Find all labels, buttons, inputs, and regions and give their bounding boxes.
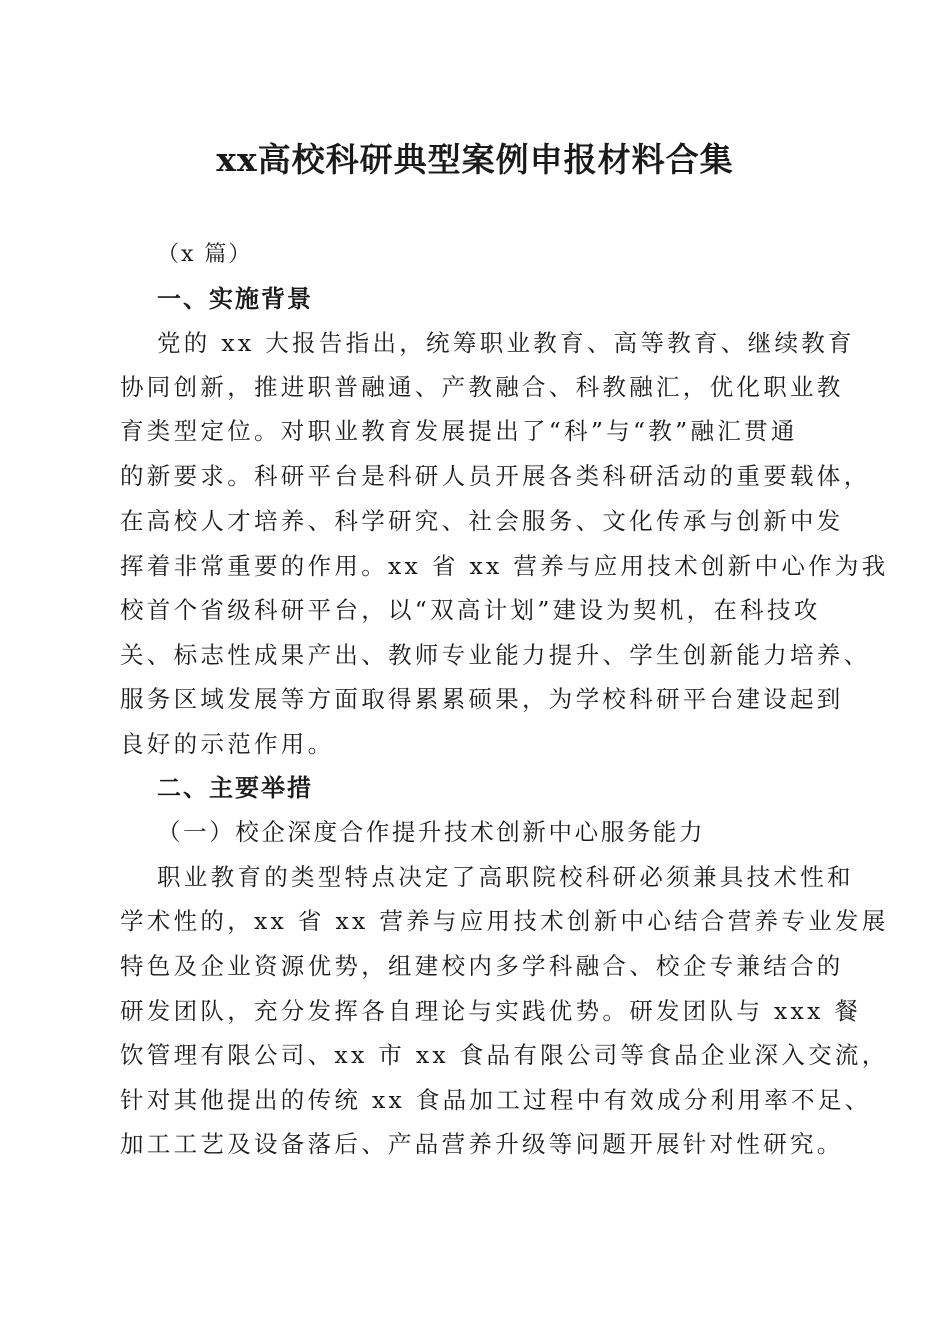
paragraph-line: 在高校人才培养、科学研究、社会服务、文化传承与创新中发 (120, 507, 844, 535)
paragraph-line: 针对其他提出的传统 xx 食品加工过程中有效成分利用率不足、 (120, 1086, 872, 1114)
section-heading-measures: 二、主要举措 (157, 774, 313, 802)
paragraph-line: 校首个省级科研平台，以“双高计划”建设为契机，在科技攻 (120, 596, 821, 624)
document-title: xx高校科研典型案例申报材料合集 (216, 140, 734, 179)
paragraph-line: 学术性的，xx 省 xx 营养与应用技术创新中心结合营养专业发展 (120, 907, 889, 935)
paragraph-line: 育类型定位。对职业教育发展提出了“科”与“教”融汇贯通 (120, 417, 798, 445)
paragraph-line: 研发团队，充分发挥各自理论与实践优势。研发团队与 xxx 餐 (120, 997, 862, 1025)
subsection-heading: （一）校企深度合作提升技术创新中心服务能力 (157, 818, 706, 846)
article-count-note: （x 篇） (157, 242, 253, 267)
paragraph-line: 服务区域发展等方面取得累累硕果，为学校科研平台建设起到 (120, 685, 844, 713)
paragraph-line: 良好的示范作用。 (120, 730, 335, 758)
paragraph-line: 协同创新，推进职普融通、产教融合、科教融汇，优化职业教 (120, 373, 844, 401)
section-heading-background: 一、实施背景 (157, 285, 313, 313)
paragraph-line: 特色及企业资源优势，组建校内多学科融合、校企专兼结合的 (120, 952, 844, 980)
paragraph-line: 党的 xx 大报告指出，统筹职业教育、高等教育、继续教育 (157, 329, 855, 357)
paragraph-line: 加工工艺及设备落后、产品营养升级等问题开展针对性研究。 (120, 1130, 844, 1158)
paragraph-line: 关、标志性成果产出、教师专业能力提升、学生创新能力培养、 (120, 641, 871, 669)
paragraph-line: 饮管理有限公司、xx 市 xx 食品有限公司等食品企业深入交流， (120, 1041, 889, 1069)
paragraph-line: 挥着非常重要的作用。xx 省 xx 营养与应用技术创新中心作为我 (120, 552, 889, 580)
paragraph-line: 的新要求。科研平台是科研人员开展各类科研活动的重要载体， (120, 462, 871, 490)
paragraph-line: 职业教育的类型特点决定了高职院校科研必须兼具技术性和 (157, 863, 854, 891)
